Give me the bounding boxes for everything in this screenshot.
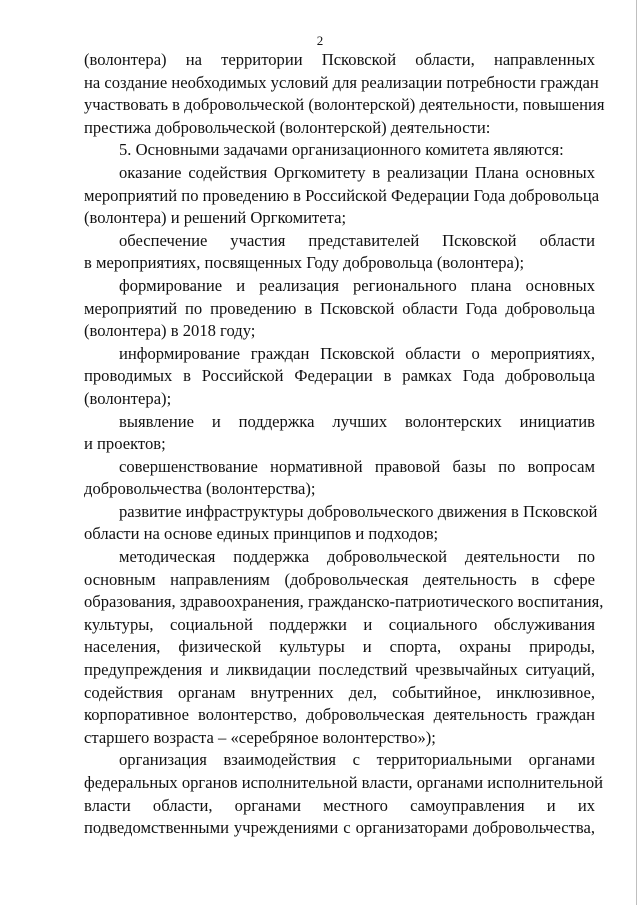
text-line: в мероприятиях, посвященных Году добровольца (волонтера); [84, 253, 525, 273]
page-number: 2 [316, 33, 324, 48]
text-line: и проектов; [84, 434, 166, 454]
text-line: престижа добровольческой (волонтерской) деятельности: [84, 117, 491, 137]
text-line: культуры, социальной поддержки и социального обслуживания [84, 614, 595, 634]
text-line: на создание необходимых условий для реализации потребности граждан [84, 72, 599, 92]
text-line: (волонтера) в 2018 году; [84, 321, 256, 341]
text-line: основным направлениям (добровольческая деятельность в сфере [84, 569, 595, 589]
text-line: методическая поддержка добровольческой деятельности по [119, 547, 595, 567]
text-line: области на основе единых принципов и подходов; [84, 524, 439, 544]
text-line: участвовать в добровольческой (волонтерской) деятельности, повышения [84, 95, 605, 115]
text-line: информирование граждан Псковской области о мероприятиях, [119, 343, 595, 363]
text-line: проводимых в Российской Федерации в рамках Года добровольца [84, 366, 595, 386]
document-body [84, 49, 605, 840]
text-line: формирование и реализация регионального плана основных [119, 275, 595, 295]
text-line: развитие инфраструктуры добровольческого движения в Псковской [119, 501, 598, 521]
text-line: содействия органам внутренних дел, событийное, инклюзивное, [84, 682, 595, 702]
scan-edge-line [636, 0, 637, 905]
text-line: организация взаимодействия с территориальными органами [119, 750, 595, 770]
text-line: корпоративное волонтерство, добровольческая деятельность граждан [84, 705, 595, 725]
text-line: предупреждения и ликвидации последствий чрезвычайных ситуаций, [84, 660, 595, 680]
text-line: выявление и поддержка лучших волонтерских инициатив [119, 411, 595, 431]
text-line: образования, здравоохранения, гражданско-патриотического воспитания, [84, 592, 604, 612]
text-line: оказание содействия Оргкомитету в реализации Плана основных [119, 162, 595, 182]
text-line: власти области, органами местного самоуправления и их [84, 795, 595, 815]
text-line: населения, физической культуры и спорта, охраны природы, [84, 637, 595, 657]
text-line: (волонтера) и решений Оргкомитета; [84, 208, 347, 228]
text-line: мероприятий по проведению в Псковской области Года добровольца [84, 298, 595, 318]
text-line: старшего возраста – «серебряное волонтерство»); [84, 727, 436, 747]
text-line: мероприятий по проведению в Российской Федерации Года добровольца [84, 185, 600, 205]
text-line: совершенствование нормативной правовой базы по вопросам [119, 456, 595, 476]
text-line: 5. Основными задачами организационного комитета являются: [119, 140, 564, 160]
text-line: обеспечение участия представителей Псковской области [119, 230, 595, 250]
text-line: подведомственными учреждениями с организаторами добровольчества, [84, 818, 595, 838]
text-line: (волонтера) на территории Псковской области, направленных [84, 50, 595, 69]
text-line: федеральных органов исполнительной власти, органами исполнительной [84, 773, 604, 792]
text-line: (волонтера); [84, 388, 172, 408]
text-line: добровольчества (волонтерства); [84, 479, 316, 499]
